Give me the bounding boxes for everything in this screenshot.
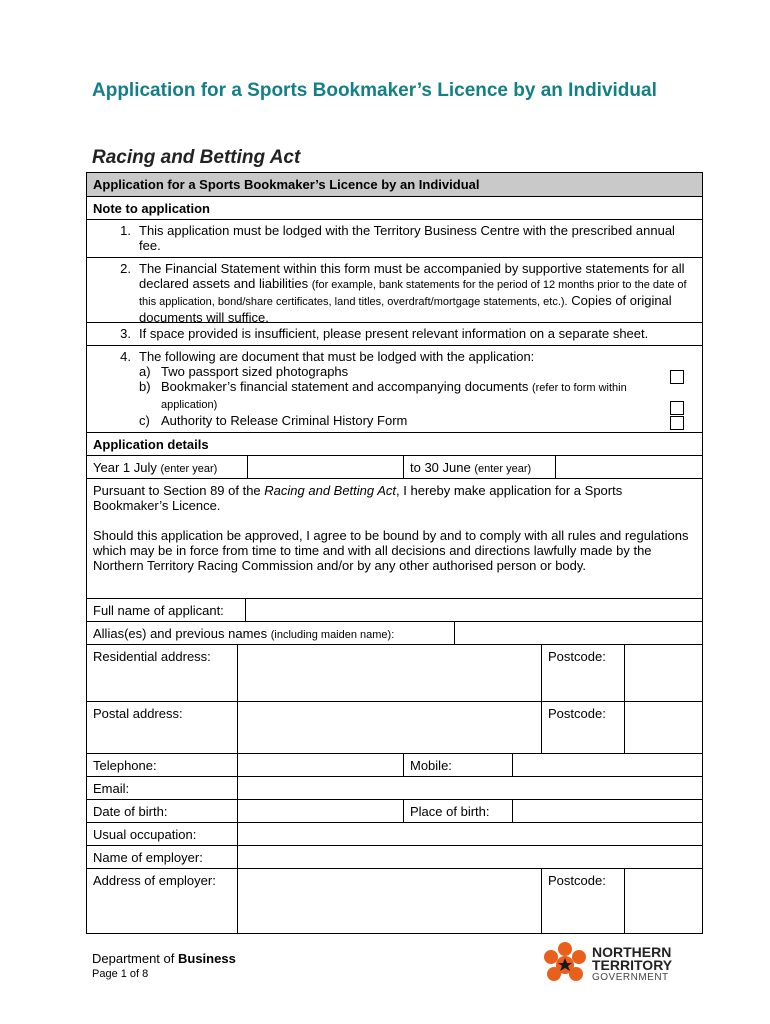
criminal-history-checkbox[interactable] bbox=[670, 416, 684, 430]
start-year-input[interactable] bbox=[247, 456, 403, 478]
employer-postcode-input[interactable] bbox=[624, 869, 702, 933]
doc-item-photos: a) Two passport sized photographs bbox=[139, 364, 349, 379]
residential-row bbox=[87, 645, 702, 702]
residential-label: Residential address: bbox=[93, 649, 211, 664]
note-2-main: The Financial Statement within this form must be accompanied by supportive statements for all declared assets and liabilities bbox=[139, 261, 685, 291]
occupation-label: Usual occupation: bbox=[93, 827, 197, 842]
end-year-input[interactable] bbox=[555, 456, 702, 478]
email-input[interactable] bbox=[237, 777, 702, 799]
pursuant-text: Pursuant to Section 89 of the Racing and Betting Act, I hereby make application for a Sports Bookmaker’s Licence. bbox=[93, 483, 623, 513]
note-number: 3. bbox=[120, 326, 131, 341]
note-header: Note to application bbox=[87, 197, 702, 220]
postal-postcode-label: Postcode: bbox=[541, 702, 624, 753]
residential-postcode-input[interactable] bbox=[624, 645, 702, 701]
year-label: Year 1 July bbox=[93, 460, 157, 475]
details-header: Application details bbox=[87, 433, 702, 456]
note-number: 4. bbox=[120, 349, 131, 364]
note-number: 1. bbox=[120, 223, 131, 238]
note-text: If space provided is insufficient, please present relevant information on a separate sheet. bbox=[139, 326, 649, 341]
flower-icon bbox=[540, 940, 590, 990]
department-name: Department of Business bbox=[92, 951, 236, 966]
year-row bbox=[87, 456, 702, 479]
year-hint: (enter year) bbox=[160, 463, 218, 475]
pob-input[interactable] bbox=[512, 800, 702, 822]
postal-address-input[interactable] bbox=[237, 702, 541, 753]
postal-row bbox=[87, 702, 702, 754]
form-title: Application for a Sports Bookmaker’s Licence by an Individual bbox=[92, 80, 657, 101]
telephone-input[interactable] bbox=[237, 754, 403, 776]
page-number: Page 1 of 8 bbox=[92, 968, 149, 980]
postal-postcode-input[interactable] bbox=[624, 702, 702, 753]
phone-row bbox=[87, 754, 702, 777]
note-text bbox=[139, 261, 696, 325]
occupation-row bbox=[87, 823, 702, 846]
to-hint: (enter year) bbox=[474, 463, 532, 475]
note-3 bbox=[87, 323, 702, 346]
employer-address-input[interactable] bbox=[237, 869, 541, 933]
alias-label: Allias(es) and previous names bbox=[93, 626, 268, 641]
residential-address-input[interactable] bbox=[237, 645, 541, 701]
mobile-label: Mobile: bbox=[403, 754, 512, 776]
application-form bbox=[86, 172, 703, 934]
alias-row bbox=[87, 622, 702, 645]
agreement-text: Should this application be approved, I agree to be bound by and to comply with all rules and regulations which may be in force from time to time and with all decisions and directions lawfully made by the Northern Territory Racing Commission and/or by any other authorised person or body. bbox=[93, 528, 689, 573]
employer-address-label: Address of employer: bbox=[93, 873, 216, 888]
employer-label: Name of employer: bbox=[93, 850, 203, 865]
nt-government-logo bbox=[540, 940, 700, 990]
to-label: to 30 June bbox=[410, 460, 471, 475]
note-2-copies: Copies of original documents will suffice. bbox=[139, 293, 672, 325]
form-header: Application for a Sports Bookmaker’s Licence by an Individual bbox=[87, 173, 702, 197]
full-name-input[interactable] bbox=[245, 599, 702, 621]
birth-row bbox=[87, 800, 702, 823]
postal-label: Postal address: bbox=[93, 706, 183, 721]
logo-line-northern: NORTHERN bbox=[592, 944, 672, 960]
act-subtitle: Racing and Betting Act bbox=[92, 147, 301, 168]
mobile-input[interactable] bbox=[512, 754, 702, 776]
pob-label: Place of birth: bbox=[403, 800, 512, 822]
logo-line-government: GOVERNMENT bbox=[592, 972, 669, 983]
full-name-row bbox=[87, 599, 702, 622]
employer-postcode-label: Postcode: bbox=[541, 869, 624, 933]
telephone-label: Telephone: bbox=[93, 758, 157, 773]
doc-item-financial: b) Bookmaker’s financial statement and accompanying documents (refer to form within application) bbox=[139, 379, 627, 411]
full-name-label: Full name of applicant: bbox=[93, 603, 224, 618]
residential-postcode-label: Postcode: bbox=[541, 645, 624, 701]
note-1 bbox=[87, 220, 702, 258]
financial-statement-checkbox[interactable] bbox=[670, 401, 684, 415]
logo-line-territory: TERRITORY bbox=[592, 957, 673, 973]
declaration bbox=[87, 479, 702, 599]
note-text: The following are document that must be lodged with the application: bbox=[139, 349, 535, 364]
alias-hint: (including maiden name): bbox=[270, 629, 395, 641]
dob-label: Date of birth: bbox=[93, 804, 168, 819]
note-text: This application must be lodged with the Territory Business Centre with the prescribed annual fee. bbox=[139, 223, 675, 253]
employer-address-row bbox=[87, 869, 702, 933]
alias-input[interactable] bbox=[454, 622, 702, 644]
note-2-example: (for example, bank statements for the period of 12 months prior to the date of this application, bond/share certificates, land titles, overdraft/mortgage statements, etc.). bbox=[139, 279, 687, 308]
note-4 bbox=[87, 346, 702, 433]
doc-item-criminal-history: c) Authority to Release Criminal History Form bbox=[139, 413, 408, 428]
note-number: 2. bbox=[120, 261, 131, 276]
occupation-input[interactable] bbox=[237, 823, 702, 845]
dob-input[interactable] bbox=[237, 800, 403, 822]
employer-input[interactable] bbox=[237, 846, 702, 868]
note-2 bbox=[87, 258, 702, 323]
email-row bbox=[87, 777, 702, 800]
employer-row bbox=[87, 846, 702, 869]
photos-checkbox[interactable] bbox=[670, 370, 684, 384]
email-label: Email: bbox=[93, 781, 130, 796]
